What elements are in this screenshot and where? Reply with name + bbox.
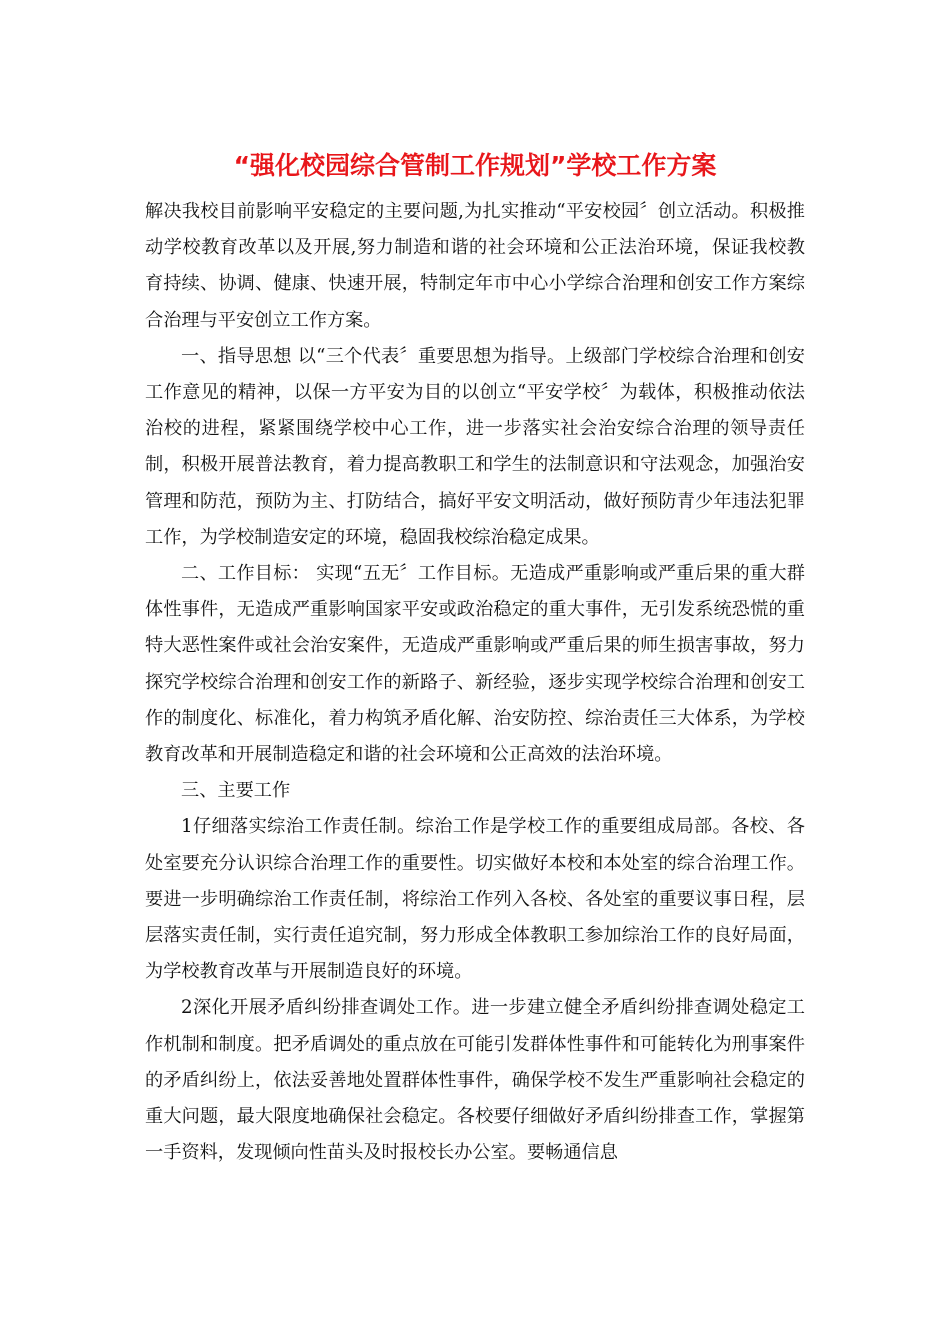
document-title: “强化校园综合管制工作规划”学校工作方案	[233, 151, 717, 180]
paragraph-item-1: 1仔细落实综治工作责任制。综治工作是学校工作的重要组成局部。各校、各处室要充分认识综合治理工作的重要性。切实做好本校和本处室的综合治理工作。要进一步明确综治工作责任制，将综治工作列入各校、各处室的重要议事日程，层层落实责任制，实行责任追究制，努力形成全体教职工参加综治工作的良好局面，为学校教育改革与开展制造良好的环境。	[145, 816, 805, 983]
paragraph-intro: 解决我校目前影响平安稳定的主要问题,为扎实推动“平安校园〞创立活动。积极推动学校教育改革以及开展,努力制造和谐的社会环境和公正法治环境，保证我校教育持续、协调、健康、快速开展，特制定年市中心小学综合治理和创安工作方案综合治理与平安创立工作方案。	[145, 201, 805, 331]
paragraph-work-goals: 二、工作目标： 实现“五无〞工作目标。无造成严重影响或严重后果的重大群体性事件，无造成严重影响国家平安或政治稳定的重大事件，无引发系统恐慌的重特大恶性案件或社会治安案件，无造成严重影响或严重后果的师生损害事故，努力探究学校综合治理和创安工作的新路子、新经验，逐步实现学校综合治理和创安工作的制度化、标准化，着力构筑矛盾化解、治安防控、综治责任三大体系，为学校教育改革和开展制造稳定和谐的社会环境和公正高效的法治环境。	[145, 563, 805, 766]
section-heading-main-work: 三、主要工作	[181, 780, 291, 802]
paragraph-guiding-ideology: 一、指导思想 以“三个代表〞重要思想为指导。上级部门学校综合治理和创安工作意见的精神，以保一方平安为目的以创立“平安学校〞为载体，积极推动依法治校的进程，紧紧围绕学校中心工作，进一步落实社会治安综合治理的领导责任制，积极开展普法教育，着力提高教职工和学生的法制意识和守法观念，加强治安管理和防范，预防为主、打防结合，搞好平安文明活动，做好预防青少年违法犯罪工作，为学校制造安定的环境，稳固我校综治稳定成果。	[145, 345, 805, 548]
paragraph-item-2: 2深化开展矛盾纠纷排查调处工作。进一步建立健全矛盾纠纷排查调处稳定工作机制和制度。把矛盾调处的重点放在可能引发群体性事件和可能转化为刑事案件的矛盾纠纷上，依法妥善地处置群体性事件，确保学校不发生严重影响社会稳定的重大问题，最大限度地确保社会稳定。各校要仔细做好矛盾纠纷排查工作，掌握第一手资料，发现倾向性苗头及时报校长办公室。要畅通信息	[145, 997, 805, 1164]
document-body	[145, 194, 805, 1171]
